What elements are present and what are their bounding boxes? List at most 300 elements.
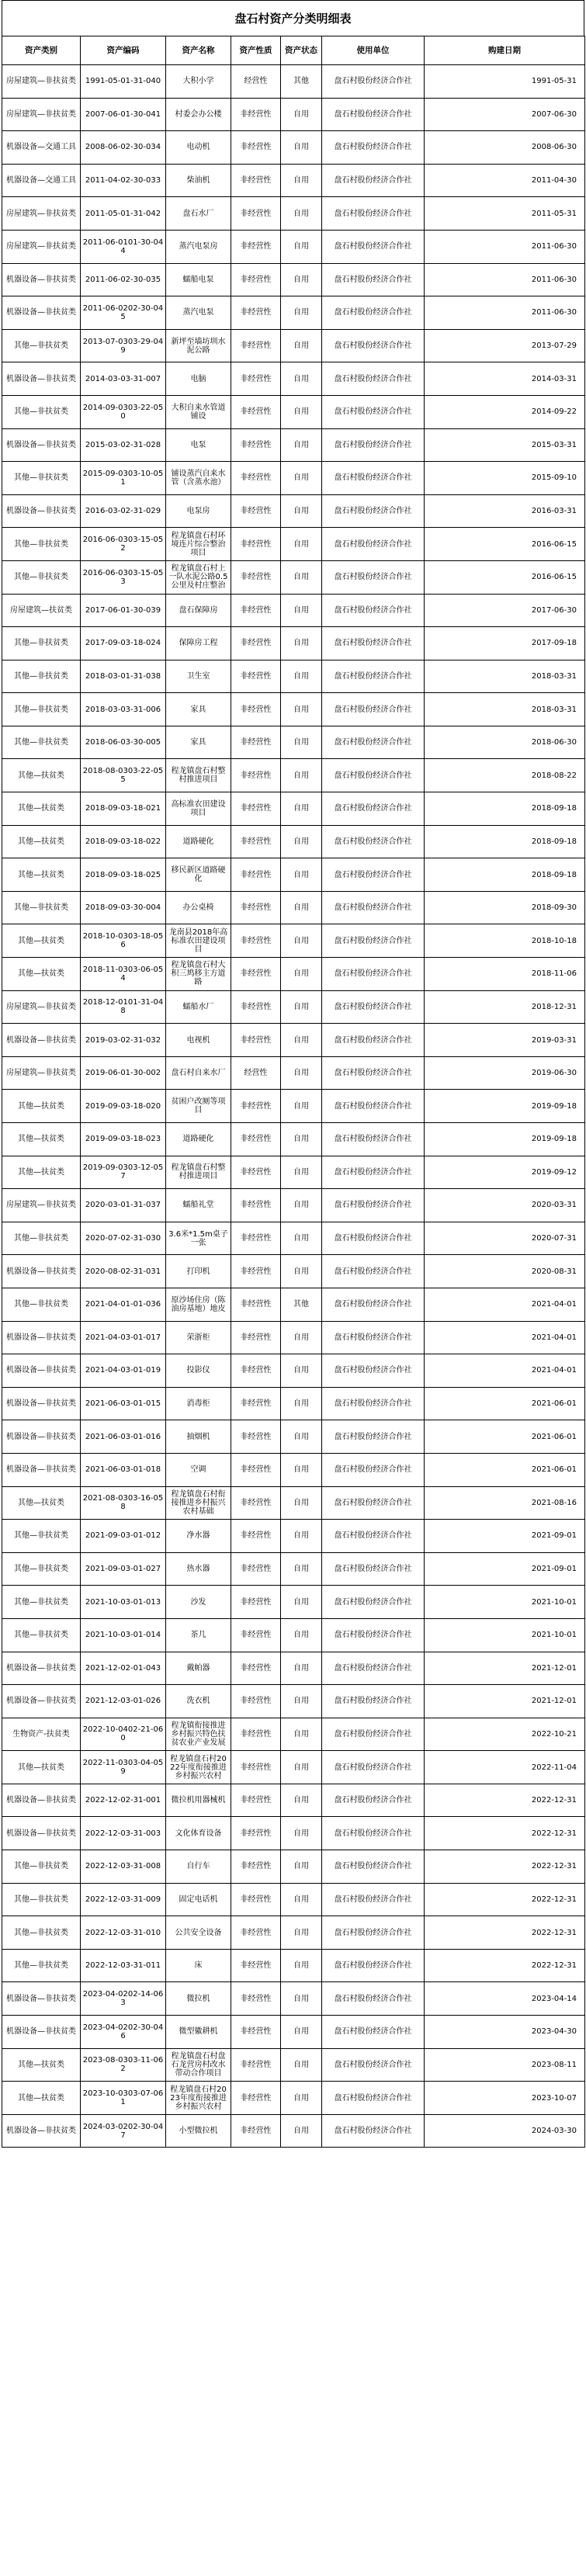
table-row <box>2 1520 585 1553</box>
table-row <box>2 792 585 826</box>
cell-category: 机器设备—非扶贫类 <box>2 1982 81 2016</box>
cell-code: 2018-06-03-30-005 <box>81 726 166 759</box>
cell-unit: 盘石村股份经济合作社 <box>322 494 425 528</box>
table-row <box>2 693 585 726</box>
cell-date: 2021-08-16 <box>425 1486 585 1520</box>
cell-date: 2018-09-18 <box>425 858 585 892</box>
cell-unit: 盘石村股份经济合作社 <box>322 858 425 892</box>
cell-unit: 盘石村股份经济合作社 <box>322 560 425 594</box>
cell-category: 机器设备—非扶贫类 <box>2 1387 81 1420</box>
table-row <box>2 296 585 330</box>
cell-unit: 盘石村股份经济合作社 <box>322 1156 425 1189</box>
table-row <box>2 1123 585 1156</box>
cell-unit: 盘石村股份经济合作社 <box>322 891 425 924</box>
cell-date: 2019-03-31 <box>425 1024 585 1057</box>
cell-name: 龙南县2018年高标准农田建设项目 <box>166 924 231 958</box>
cell-nature: 非经营性 <box>231 792 281 826</box>
cell-name: 小型微拉机 <box>166 2114 231 2148</box>
cell-code: 2020-03-01-31-037 <box>81 1189 166 1222</box>
cell-name: 道路硬化 <box>166 825 231 858</box>
cell-category: 房屋建筑—非扶贫类 <box>2 1056 81 1090</box>
table-row <box>2 164 585 197</box>
cell-date: 2013-07-29 <box>425 329 585 362</box>
cell-nature: 非经营性 <box>231 362 281 396</box>
table-row <box>2 1354 585 1388</box>
cell-unit: 盘石村股份经济合作社 <box>322 627 425 660</box>
cell-name: 盘石保障房 <box>166 594 231 627</box>
cell-category: 机器设备—非扶贫类 <box>2 1354 81 1388</box>
cell-code: 2023-04-0202-14-063 <box>81 1982 166 2016</box>
table-row <box>2 627 585 660</box>
cell-status: 自用 <box>281 858 322 892</box>
table-row <box>2 2082 585 2115</box>
cell-code: 2018-10-0303-18-056 <box>81 924 166 958</box>
cell-nature: 非经营性 <box>231 560 281 594</box>
cell-name: 公共安全设备 <box>166 1916 231 1950</box>
cell-date: 2023-04-30 <box>425 2016 585 2049</box>
cell-code: 2007-06-01-30-041 <box>81 98 166 131</box>
cell-nature: 非经营性 <box>231 726 281 759</box>
cell-date: 2018-06-30 <box>425 726 585 759</box>
cell-unit: 盘石村股份经济合作社 <box>322 1354 425 1388</box>
header-code: 资产编码 <box>81 36 166 65</box>
cell-code: 2018-08-0303-22-055 <box>81 759 166 792</box>
cell-unit: 盘石村股份经济合作社 <box>322 1652 425 1685</box>
cell-name: 程龙镇盘石村盘石龙营房村改水带动合作项目 <box>166 2048 231 2082</box>
cell-date: 2018-11-06 <box>425 958 585 991</box>
cell-status: 自用 <box>281 1618 322 1652</box>
cell-name: 盘石水厂 <box>166 197 231 231</box>
cell-status: 自用 <box>281 759 322 792</box>
cell-status: 自用 <box>281 1222 322 1255</box>
cell-status: 自用 <box>281 958 322 991</box>
cell-name: 家具 <box>166 726 231 759</box>
cell-unit: 盘石村股份经济合作社 <box>322 1387 425 1420</box>
cell-nature: 非经营性 <box>231 1453 281 1486</box>
cell-code: 2019-03-02-31-032 <box>81 1024 166 1057</box>
cell-date: 2021-04-01 <box>425 1354 585 1388</box>
cell-unit: 盘石村股份经济合作社 <box>322 1850 425 1884</box>
cell-nature: 非经营性 <box>231 2082 281 2115</box>
cell-category: 房屋建筑—非扶贫类 <box>2 230 81 263</box>
cell-nature: 非经营性 <box>231 296 281 330</box>
cell-status: 自用 <box>281 428 322 462</box>
cell-status: 自用 <box>281 1685 322 1718</box>
header-status: 资产状态 <box>281 36 322 65</box>
cell-date: 2021-10-01 <box>425 1586 585 1619</box>
cell-status: 自用 <box>281 1420 322 1454</box>
cell-nature: 非经营性 <box>231 1850 281 1884</box>
table-row <box>2 197 585 231</box>
table-row <box>2 1850 585 1884</box>
table-row <box>2 1288 585 1321</box>
cell-category: 其他—非扶贫类 <box>2 1586 81 1619</box>
cell-category: 其他—扶贫类 <box>2 1486 81 1520</box>
cell-unit: 盘石村股份经济合作社 <box>322 1123 425 1156</box>
cell-status: 自用 <box>281 98 322 131</box>
cell-unit: 盘石村股份经济合作社 <box>322 2114 425 2148</box>
cell-date: 2017-06-30 <box>425 594 585 627</box>
table-row <box>2 1156 585 1189</box>
cell-name: 蒸汽电泵 <box>166 296 231 330</box>
cell-category: 其他—扶贫类 <box>2 825 81 858</box>
cell-nature: 非经营性 <box>231 1321 281 1354</box>
cell-category: 其他—扶贫类 <box>2 1123 81 1156</box>
cell-category: 其他—非扶贫类 <box>2 1222 81 1255</box>
cell-unit: 盘石村股份经济合作社 <box>322 296 425 330</box>
cell-nature: 非经营性 <box>231 693 281 726</box>
cell-unit: 盘石村股份经济合作社 <box>322 528 425 561</box>
cell-nature: 非经营性 <box>231 660 281 693</box>
header-category: 资产类别 <box>2 36 81 65</box>
cell-nature: 非经营性 <box>231 263 281 296</box>
cell-name: 大积自来水管道铺设 <box>166 395 231 428</box>
cell-code: 2018-03-01-31-038 <box>81 660 166 693</box>
cell-category: 其他—非扶贫类 <box>2 1552 81 1586</box>
cell-status: 自用 <box>281 1982 322 2016</box>
cell-status: 自用 <box>281 693 322 726</box>
table-row <box>2 462 585 495</box>
cell-unit: 盘石村股份经济合作社 <box>322 1255 425 1288</box>
cell-name: 自行车 <box>166 1850 231 1884</box>
cell-date: 2008-06-30 <box>425 131 585 165</box>
cell-name: 程龙镇衔接推进乡村振兴特色扶贫农业产业发展 <box>166 1718 231 1751</box>
cell-unit: 盘石村股份经济合作社 <box>322 1586 425 1619</box>
cell-unit: 盘石村股份经济合作社 <box>322 164 425 197</box>
cell-category: 房屋建筑—非扶贫类 <box>2 197 81 231</box>
cell-unit: 盘石村股份经济合作社 <box>322 98 425 131</box>
cell-unit: 盘石村股份经济合作社 <box>322 958 425 991</box>
cell-name: 高标准农田建设项目 <box>166 792 231 826</box>
table-row <box>2 230 585 263</box>
cell-date: 2022-12-31 <box>425 1949 585 1982</box>
cell-date: 2019-06-30 <box>425 1056 585 1090</box>
cell-name: 贫困户改厕等项目 <box>166 1090 231 1123</box>
cell-nature: 非经营性 <box>231 2114 281 2148</box>
table-row <box>2 1916 585 1950</box>
cell-code: 2021-04-01-01-036 <box>81 1288 166 1321</box>
cell-code: 2021-09-03-01-027 <box>81 1552 166 1586</box>
cell-date: 2018-09-30 <box>425 891 585 924</box>
cell-status: 自用 <box>281 924 322 958</box>
cell-nature: 非经营性 <box>231 197 281 231</box>
cell-nature: 非经营性 <box>231 1288 281 1321</box>
cell-status: 其他 <box>281 65 322 99</box>
cell-code: 2016-06-0303-15-053 <box>81 560 166 594</box>
cell-nature: 非经营性 <box>231 1916 281 1950</box>
cell-category: 机器设备—非扶贫类 <box>2 362 81 396</box>
cell-code: 2020-07-02-31-030 <box>81 1222 166 1255</box>
cell-code: 2018-12-0101-31-048 <box>81 990 166 1024</box>
cell-code: 2018-03-03-31-006 <box>81 693 166 726</box>
cell-unit: 盘石村股份经济合作社 <box>322 65 425 99</box>
cell-status: 自用 <box>281 528 322 561</box>
cell-name: 程龙镇盘石村2023年度衔接推进乡村振兴农村 <box>166 2082 231 2115</box>
cell-name: 电动机 <box>166 131 231 165</box>
sheet-title: 盘石村资产分类明细表 <box>2 0 584 36</box>
cell-date: 2022-12-31 <box>425 1817 585 1850</box>
cell-status: 自用 <box>281 1784 322 1817</box>
cell-status: 自用 <box>281 1751 322 1784</box>
table-row <box>2 1949 585 1982</box>
cell-code: 2017-06-01-30-039 <box>81 594 166 627</box>
cell-status: 自用 <box>281 1520 322 1553</box>
cell-nature: 非经营性 <box>231 594 281 627</box>
cell-name: 微拉机 <box>166 1982 231 2016</box>
cell-name: 移民新区道路硬化 <box>166 858 231 892</box>
cell-category: 其他—非扶贫类 <box>2 395 81 428</box>
cell-nature: 非经营性 <box>231 1222 281 1255</box>
cell-status: 自用 <box>281 362 322 396</box>
cell-date: 2016-06-15 <box>425 560 585 594</box>
cell-status: 自用 <box>281 1255 322 1288</box>
cell-nature: 非经营性 <box>231 825 281 858</box>
cell-date: 2019-09-18 <box>425 1090 585 1123</box>
cell-status: 自用 <box>281 462 322 495</box>
cell-code: 2021-09-03-01-012 <box>81 1520 166 1553</box>
cell-unit: 盘石村股份经济合作社 <box>322 1420 425 1454</box>
cell-name: 程龙镇盘石村整村推进项目 <box>166 1156 231 1189</box>
cell-nature: 非经营性 <box>231 1982 281 2016</box>
cell-unit: 盘石村股份经济合作社 <box>322 329 425 362</box>
cell-nature: 非经营性 <box>231 2048 281 2082</box>
cell-status: 自用 <box>281 1850 322 1884</box>
cell-code: 2014-09-0303-22-050 <box>81 395 166 428</box>
cell-category: 房屋建筑—非扶贫类 <box>2 98 81 131</box>
cell-date: 2018-03-31 <box>425 693 585 726</box>
cell-code: 2018-09-03-18-021 <box>81 792 166 826</box>
table-row <box>2 1784 585 1817</box>
cell-nature: 非经营性 <box>231 528 281 561</box>
cell-nature: 非经营性 <box>231 1718 281 1751</box>
cell-date: 2018-03-31 <box>425 660 585 693</box>
cell-name: 原沙场住房（陈油房基地）地皮 <box>166 1288 231 1321</box>
cell-code: 2011-06-02-30-035 <box>81 263 166 296</box>
cell-name: 蠕船水厂 <box>166 990 231 1024</box>
cell-code: 2021-08-0303-16-058 <box>81 1486 166 1520</box>
cell-name: 柴油机 <box>166 164 231 197</box>
table-row <box>2 1685 585 1718</box>
cell-nature: 非经营性 <box>231 1552 281 1586</box>
cell-date: 2020-08-31 <box>425 1255 585 1288</box>
cell-nature: 非经营性 <box>231 990 281 1024</box>
asset-table <box>2 36 585 2148</box>
cell-unit: 盘石村股份经济合作社 <box>322 1090 425 1123</box>
cell-date: 1991-05-31 <box>425 65 585 99</box>
cell-status: 自用 <box>281 164 322 197</box>
cell-unit: 盘石村股份经济合作社 <box>322 1718 425 1751</box>
cell-status: 自用 <box>281 1024 322 1057</box>
table-row <box>2 131 585 165</box>
cell-unit: 盘石村股份经济合作社 <box>322 1817 425 1850</box>
cell-unit: 盘石村股份经济合作社 <box>322 660 425 693</box>
cell-code: 2021-04-03-01-017 <box>81 1321 166 1354</box>
cell-unit: 盘石村股份经济合作社 <box>322 1949 425 1982</box>
cell-status: 自用 <box>281 594 322 627</box>
cell-date: 2023-08-11 <box>425 2048 585 2082</box>
cell-date: 2022-12-31 <box>425 1916 585 1950</box>
cell-status: 自用 <box>281 1156 322 1189</box>
cell-code: 2021-12-02-01-043 <box>81 1652 166 1685</box>
cell-date: 2018-10-18 <box>425 924 585 958</box>
table-row <box>2 594 585 627</box>
cell-nature: 非经营性 <box>231 1354 281 1388</box>
table-row <box>2 1189 585 1222</box>
table-body <box>2 65 585 2148</box>
cell-category: 机器设备—非扶贫类 <box>2 1652 81 1685</box>
cell-status: 自用 <box>281 329 322 362</box>
cell-category: 机器设备—非扶贫类 <box>2 1321 81 1354</box>
cell-nature: 非经营性 <box>231 1520 281 1553</box>
cell-unit: 盘石村股份经济合作社 <box>322 1520 425 1553</box>
cell-nature: 非经营性 <box>231 230 281 263</box>
table-row <box>2 1056 585 1090</box>
cell-status: 自用 <box>281 627 322 660</box>
cell-status: 自用 <box>281 1586 322 1619</box>
cell-nature: 非经营性 <box>231 1387 281 1420</box>
cell-date: 2024-03-30 <box>425 2114 585 2148</box>
table-row <box>2 1222 585 1255</box>
cell-name: 抽烟机 <box>166 1420 231 1454</box>
cell-code: 2019-09-03-18-023 <box>81 1123 166 1156</box>
cell-nature: 非经营性 <box>231 1024 281 1057</box>
table-row <box>2 2016 585 2049</box>
cell-code: 2023-10-0303-07-061 <box>81 2082 166 2115</box>
cell-status: 自用 <box>281 1718 322 1751</box>
cell-date: 2011-06-30 <box>425 263 585 296</box>
cell-category: 其他—非扶贫类 <box>2 1850 81 1884</box>
table-row <box>2 1718 585 1751</box>
cell-category: 房屋建筑—非扶贫类 <box>2 65 81 99</box>
cell-unit: 盘石村股份经济合作社 <box>322 792 425 826</box>
cell-name: 电脑 <box>166 362 231 396</box>
table-row <box>2 2048 585 2082</box>
cell-category: 其他—非扶贫类 <box>2 693 81 726</box>
cell-nature: 非经营性 <box>231 1751 281 1784</box>
cell-unit: 盘石村股份经济合作社 <box>322 1056 425 1090</box>
cell-category: 机器设备—非扶贫类 <box>2 428 81 462</box>
table-row <box>2 958 585 991</box>
table-row <box>2 98 585 131</box>
cell-category: 其他—非扶贫类 <box>2 1520 81 1553</box>
cell-status: 自用 <box>281 2082 322 2115</box>
cell-date: 2011-06-30 <box>425 230 585 263</box>
cell-date: 2011-06-30 <box>425 296 585 330</box>
cell-nature: 非经营性 <box>231 329 281 362</box>
cell-status: 自用 <box>281 1387 322 1420</box>
cell-unit: 盘石村股份经济合作社 <box>322 1189 425 1222</box>
cell-nature: 非经营性 <box>231 98 281 131</box>
cell-category: 其他—非扶贫类 <box>2 462 81 495</box>
cell-unit: 盘石村股份经济合作社 <box>322 1321 425 1354</box>
cell-category: 机器设备—非扶贫类 <box>2 2016 81 2049</box>
cell-name: 3.6米*1.5m桌子一张 <box>166 1222 231 1255</box>
cell-category: 其他—非扶贫类 <box>2 1883 81 1916</box>
cell-unit: 盘石村股份经济合作社 <box>322 2082 425 2115</box>
cell-nature: 非经营性 <box>231 1123 281 1156</box>
cell-date: 2022-12-31 <box>425 1883 585 1916</box>
cell-code: 2018-11-0303-06-054 <box>81 958 166 991</box>
cell-nature: 非经营性 <box>231 891 281 924</box>
table-row <box>2 858 585 892</box>
cell-status: 自用 <box>281 660 322 693</box>
table-row <box>2 1552 585 1586</box>
cell-code: 2021-10-03-01-014 <box>81 1618 166 1652</box>
cell-category: 机器设备—非扶贫类 <box>2 1784 81 1817</box>
cell-nature: 非经营性 <box>231 858 281 892</box>
cell-date: 2016-06-15 <box>425 528 585 561</box>
cell-nature: 非经营性 <box>231 428 281 462</box>
cell-category: 其他—非扶贫类 <box>2 1949 81 1982</box>
cell-nature: 非经营性 <box>231 131 281 165</box>
cell-date: 2014-09-22 <box>425 395 585 428</box>
cell-category: 机器设备—非扶贫类 <box>2 1255 81 1288</box>
cell-unit: 盘石村股份经济合作社 <box>322 230 425 263</box>
cell-date: 2022-12-31 <box>425 1850 585 1884</box>
cell-name: 村委会办公楼 <box>166 98 231 131</box>
cell-status: 自用 <box>281 2114 322 2148</box>
table-row <box>2 1255 585 1288</box>
cell-code: 2022-12-03-31-008 <box>81 1850 166 1884</box>
table-row <box>2 1024 585 1057</box>
cell-code: 2008-06-02-30-034 <box>81 131 166 165</box>
cell-name: 程龙镇盘石村上一队水泥公路0.5公里及村庄整治 <box>166 560 231 594</box>
cell-name: 新坪至墙坊圳水泥公路 <box>166 329 231 362</box>
table-row <box>2 1420 585 1454</box>
cell-category: 其他—扶贫类 <box>2 958 81 991</box>
cell-unit: 盘石村股份经济合作社 <box>322 1784 425 1817</box>
cell-name: 微拉机用器械机 <box>166 1784 231 1817</box>
table-row <box>2 2114 585 2148</box>
cell-code: 2013-07-0303-29-049 <box>81 329 166 362</box>
cell-code: 2019-09-03-18-020 <box>81 1090 166 1123</box>
cell-category: 其他—非扶贫类 <box>2 1618 81 1652</box>
cell-code: 2015-09-0303-10-051 <box>81 462 166 495</box>
cell-status: 自用 <box>281 395 322 428</box>
cell-name: 戴帕器 <box>166 1652 231 1685</box>
cell-name: 空调 <box>166 1453 231 1486</box>
table-row <box>2 1751 585 1784</box>
cell-status: 自用 <box>281 197 322 231</box>
cell-unit: 盘石村股份经济合作社 <box>322 1552 425 1586</box>
table-row <box>2 726 585 759</box>
cell-category: 机器设备—非扶贫类 <box>2 1817 81 1850</box>
cell-status: 自用 <box>281 1453 322 1486</box>
cell-category: 机器设备—非扶贫类 <box>2 263 81 296</box>
cell-category: 其他—扶贫类 <box>2 924 81 958</box>
cell-nature: 非经营性 <box>231 1156 281 1189</box>
cell-name: 电视机 <box>166 1024 231 1057</box>
cell-date: 2019-09-12 <box>425 1156 585 1189</box>
cell-unit: 盘石村股份经济合作社 <box>322 1486 425 1520</box>
cell-status: 自用 <box>281 1486 322 1520</box>
cell-date: 2018-08-22 <box>425 759 585 792</box>
header-name: 资产名称 <box>166 36 231 65</box>
cell-category: 其他—扶贫类 <box>2 858 81 892</box>
header-row <box>2 36 585 65</box>
cell-code: 2019-06-01-30-002 <box>81 1056 166 1090</box>
cell-nature: 非经营性 <box>231 1949 281 1982</box>
table-row <box>2 1486 585 1520</box>
cell-date: 2023-10-07 <box>425 2082 585 2115</box>
cell-status: 自用 <box>281 726 322 759</box>
cell-date: 2015-09-10 <box>425 462 585 495</box>
cell-nature: 非经营性 <box>231 494 281 528</box>
cell-code: 2011-06-0101-30-044 <box>81 230 166 263</box>
cell-category: 其他—非扶贫类 <box>2 726 81 759</box>
cell-category: 机器设备—交通工具 <box>2 131 81 165</box>
table-row <box>2 1982 585 2016</box>
